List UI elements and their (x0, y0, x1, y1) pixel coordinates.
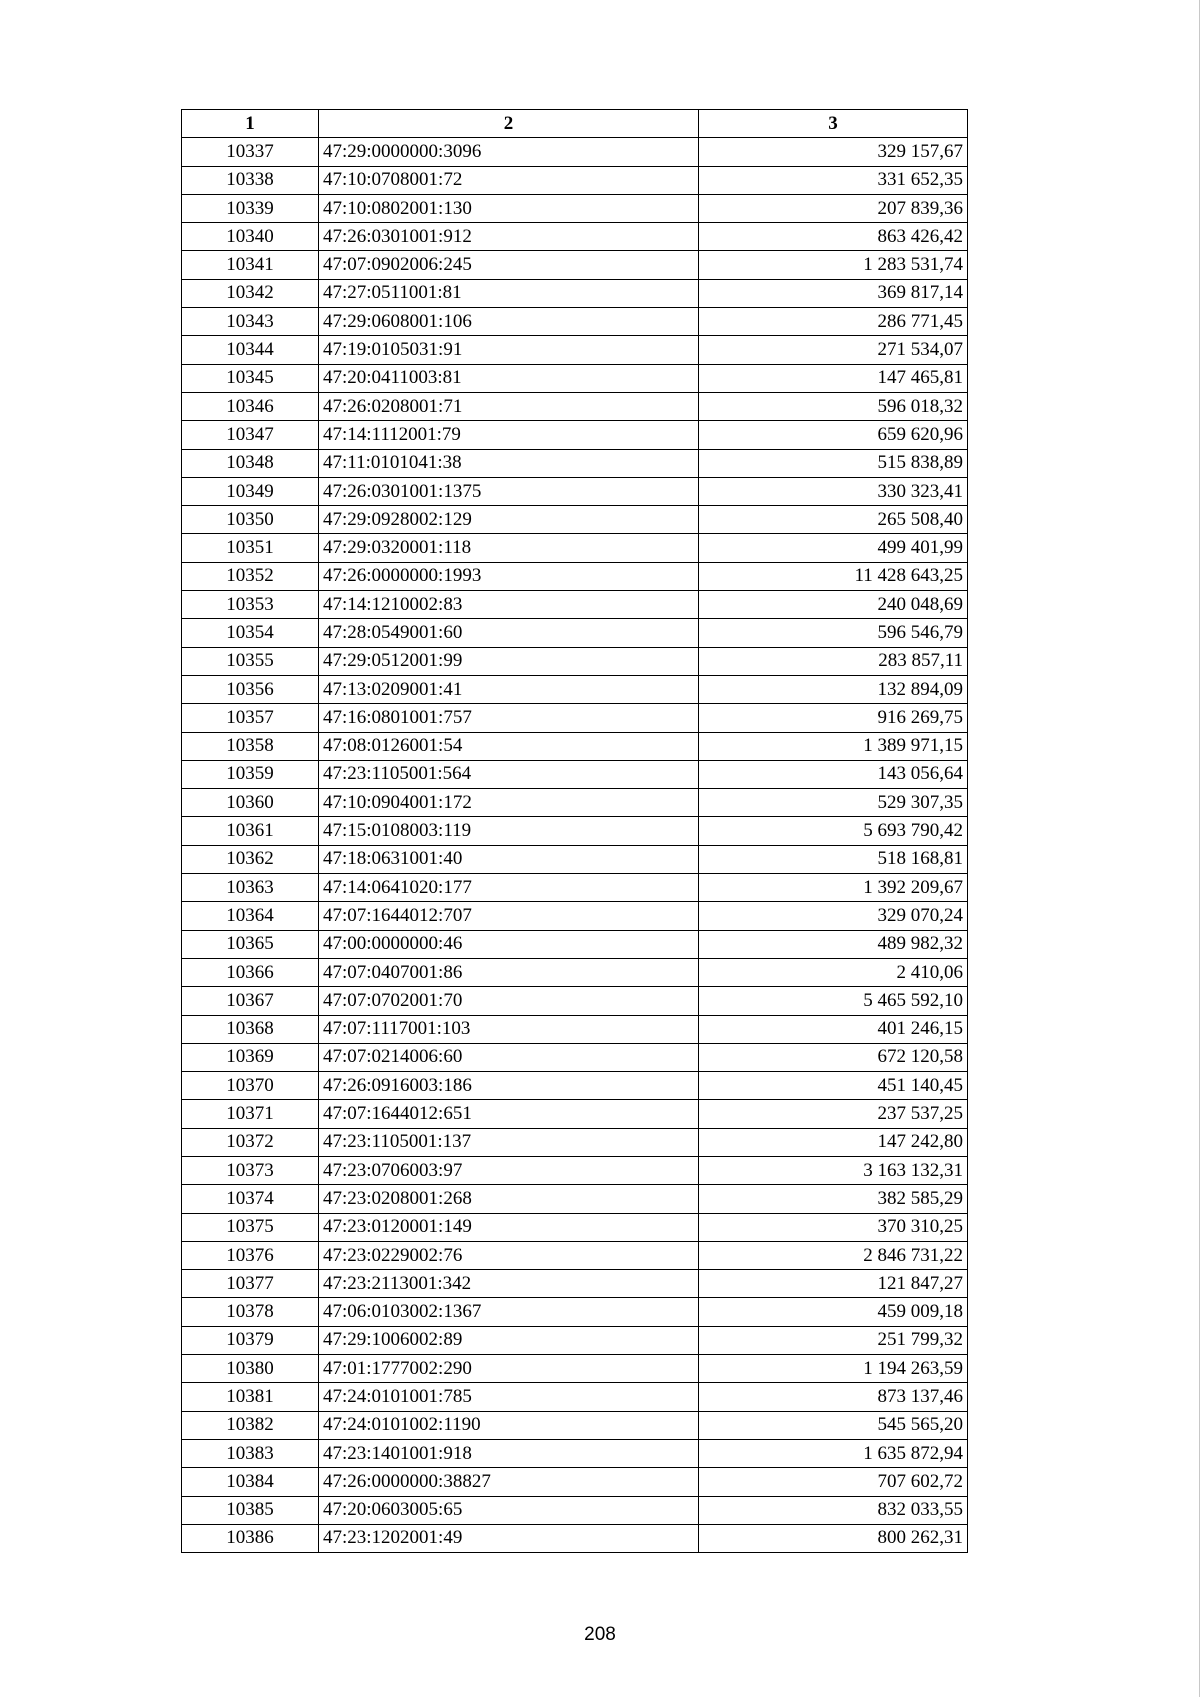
row-number-cell: 10337 (182, 138, 319, 166)
cadastral-value-cell: 147 242,80 (699, 1128, 968, 1156)
table-row (182, 1383, 968, 1411)
cadastral-value-cell: 329 070,24 (699, 902, 968, 930)
cadastral-value-cell: 143 056,64 (699, 760, 968, 788)
table-row (182, 760, 968, 788)
row-number-cell: 10380 (182, 1355, 319, 1383)
row-number-cell: 10368 (182, 1015, 319, 1043)
table-row (182, 789, 968, 817)
cadastral-number-cell: 47:13:0209001:41 (319, 675, 699, 703)
cadastral-value-cell: 659 620,96 (699, 421, 968, 449)
table-row (182, 477, 968, 505)
row-number-cell: 10381 (182, 1383, 319, 1411)
table-row (182, 1355, 968, 1383)
cadastral-number-cell: 47:14:1112001:79 (319, 421, 699, 449)
cadastral-value-cell: 515 838,89 (699, 449, 968, 477)
cadastral-number-cell: 47:07:1117001:103 (319, 1015, 699, 1043)
table-row (182, 1468, 968, 1496)
table-row (182, 1496, 968, 1524)
row-number-cell: 10348 (182, 449, 319, 477)
cadastral-value-cell: 207 839,36 (699, 194, 968, 222)
cadastral-value-table (181, 109, 968, 1553)
cadastral-number-cell: 47:29:0608001:106 (319, 308, 699, 336)
cadastral-value-cell: 251 799,32 (699, 1326, 968, 1354)
row-number-cell: 10339 (182, 194, 319, 222)
table-row (182, 1411, 968, 1439)
table-row (182, 1326, 968, 1354)
cadastral-value-cell: 147 465,81 (699, 364, 968, 392)
cadastral-value-cell: 518 168,81 (699, 845, 968, 873)
cadastral-value-cell: 240 048,69 (699, 591, 968, 619)
cadastral-number-cell: 47:15:0108003:119 (319, 817, 699, 845)
row-number-cell: 10342 (182, 279, 319, 307)
cadastral-value-cell: 596 018,32 (699, 392, 968, 420)
cadastral-value-cell: 873 137,46 (699, 1383, 968, 1411)
row-number-cell: 10344 (182, 336, 319, 364)
cadastral-value-cell: 459 009,18 (699, 1298, 968, 1326)
cadastral-number-cell: 47:29:0320001:118 (319, 534, 699, 562)
table-row (182, 1100, 968, 1128)
cadastral-number-cell: 47:29:0000000:3096 (319, 138, 699, 166)
cadastral-number-cell: 47:23:0229002:76 (319, 1241, 699, 1269)
row-number-cell: 10351 (182, 534, 319, 562)
row-number-cell: 10386 (182, 1524, 319, 1552)
row-number-cell: 10367 (182, 987, 319, 1015)
cadastral-value-cell: 237 537,25 (699, 1100, 968, 1128)
row-number-cell: 10369 (182, 1043, 319, 1071)
row-number-cell: 10375 (182, 1213, 319, 1241)
cadastral-number-cell: 47:29:0928002:129 (319, 506, 699, 534)
cadastral-value-cell: 331 652,35 (699, 166, 968, 194)
row-number-cell: 10372 (182, 1128, 319, 1156)
table-row (182, 1015, 968, 1043)
cadastral-number-cell: 47:07:1644012:707 (319, 902, 699, 930)
cadastral-value-cell: 271 534,07 (699, 336, 968, 364)
row-number-cell: 10371 (182, 1100, 319, 1128)
table-row (182, 138, 968, 166)
cadastral-number-cell: 47:20:0603005:65 (319, 1496, 699, 1524)
cadastral-number-cell: 47:23:1202001:49 (319, 1524, 699, 1552)
cadastral-number-cell: 47:10:0708001:72 (319, 166, 699, 194)
table-row (182, 1298, 968, 1326)
table-row (182, 364, 968, 392)
table-row (182, 1524, 968, 1552)
table-row (182, 619, 968, 647)
column-header-3: 3 (699, 110, 968, 138)
table-row (182, 534, 968, 562)
cadastral-value-cell: 1 283 531,74 (699, 251, 968, 279)
row-number-cell: 10355 (182, 647, 319, 675)
cadastral-value-cell: 863 426,42 (699, 223, 968, 251)
table-row (182, 308, 968, 336)
table-row (182, 1128, 968, 1156)
cadastral-number-cell: 47:26:0301001:912 (319, 223, 699, 251)
row-number-cell: 10350 (182, 506, 319, 534)
table-row (182, 1185, 968, 1213)
table-row (182, 421, 968, 449)
cadastral-number-cell: 47:27:0511001:81 (319, 279, 699, 307)
cadastral-value-cell: 672 120,58 (699, 1043, 968, 1071)
row-number-cell: 10374 (182, 1185, 319, 1213)
row-number-cell: 10385 (182, 1496, 319, 1524)
table-row (182, 591, 968, 619)
row-number-cell: 10338 (182, 166, 319, 194)
row-number-cell: 10347 (182, 421, 319, 449)
cadastral-number-cell: 47:23:0208001:268 (319, 1185, 699, 1213)
cadastral-value-cell: 5 465 592,10 (699, 987, 968, 1015)
row-number-cell: 10365 (182, 930, 319, 958)
row-number-cell: 10345 (182, 364, 319, 392)
cadastral-value-cell: 489 982,32 (699, 930, 968, 958)
cadastral-value-cell: 369 817,14 (699, 279, 968, 307)
row-number-cell: 10346 (182, 392, 319, 420)
table-row (182, 930, 968, 958)
table-row (182, 449, 968, 477)
row-number-cell: 10362 (182, 845, 319, 873)
table-row (182, 1072, 968, 1100)
table-row (182, 392, 968, 420)
cadastral-value-cell: 382 585,29 (699, 1185, 968, 1213)
table-row (182, 987, 968, 1015)
cadastral-number-cell: 47:26:0301001:1375 (319, 477, 699, 505)
cadastral-value-cell: 329 157,67 (699, 138, 968, 166)
table-row (182, 506, 968, 534)
cadastral-value-cell: 2 846 731,22 (699, 1241, 968, 1269)
cadastral-number-cell: 47:24:0101002:1190 (319, 1411, 699, 1439)
row-number-cell: 10356 (182, 675, 319, 703)
table-row (182, 958, 968, 986)
cadastral-number-cell: 47:23:1401001:918 (319, 1439, 699, 1467)
table-row (182, 1213, 968, 1241)
cadastral-number-cell: 47:00:0000000:46 (319, 930, 699, 958)
row-number-cell: 10376 (182, 1241, 319, 1269)
row-number-cell: 10361 (182, 817, 319, 845)
row-number-cell: 10341 (182, 251, 319, 279)
row-number-cell: 10373 (182, 1156, 319, 1184)
cadastral-number-cell: 47:29:1006002:89 (319, 1326, 699, 1354)
cadastral-value-cell: 283 857,11 (699, 647, 968, 675)
row-number-cell: 10383 (182, 1439, 319, 1467)
cadastral-number-cell: 47:07:0214006:60 (319, 1043, 699, 1071)
cadastral-value-cell: 1 389 971,15 (699, 732, 968, 760)
cadastral-value-cell: 800 262,31 (699, 1524, 968, 1552)
row-number-cell: 10354 (182, 619, 319, 647)
row-number-cell: 10353 (182, 591, 319, 619)
cadastral-number-cell: 47:23:0706003:97 (319, 1156, 699, 1184)
table-row (182, 647, 968, 675)
table-row (182, 251, 968, 279)
cadastral-number-cell: 47:19:0105031:91 (319, 336, 699, 364)
cadastral-number-cell: 47:29:0512001:99 (319, 647, 699, 675)
cadastral-number-cell: 47:24:0101001:785 (319, 1383, 699, 1411)
row-number-cell: 10363 (182, 874, 319, 902)
cadastral-number-cell: 47:07:0702001:70 (319, 987, 699, 1015)
column-header-1: 1 (182, 110, 319, 138)
table-row (182, 1156, 968, 1184)
row-number-cell: 10382 (182, 1411, 319, 1439)
row-number-cell: 10377 (182, 1270, 319, 1298)
table-row (182, 845, 968, 873)
table-row (182, 1439, 968, 1467)
cadastral-number-cell: 47:23:1105001:564 (319, 760, 699, 788)
cadastral-value-cell: 832 033,55 (699, 1496, 968, 1524)
cadastral-number-cell: 47:14:0641020:177 (319, 874, 699, 902)
table-row (182, 732, 968, 760)
cadastral-value-cell: 330 323,41 (699, 477, 968, 505)
cadastral-value-cell: 451 140,45 (699, 1072, 968, 1100)
cadastral-number-cell: 47:07:0407001:86 (319, 958, 699, 986)
table-row (182, 704, 968, 732)
cadastral-value-cell: 1 635 872,94 (699, 1439, 968, 1467)
table-row (182, 194, 968, 222)
row-number-cell: 10349 (182, 477, 319, 505)
cadastral-number-cell: 47:26:0000000:1993 (319, 562, 699, 590)
cadastral-number-cell: 47:18:0631001:40 (319, 845, 699, 873)
cadastral-number-cell: 47:28:0549001:60 (319, 619, 699, 647)
table-row (182, 166, 968, 194)
cadastral-value-cell: 265 508,40 (699, 506, 968, 534)
cadastral-value-cell: 132 894,09 (699, 675, 968, 703)
table-row (182, 874, 968, 902)
row-number-cell: 10359 (182, 760, 319, 788)
row-number-cell: 10358 (182, 732, 319, 760)
table-row (182, 675, 968, 703)
row-number-cell: 10384 (182, 1468, 319, 1496)
row-number-cell: 10360 (182, 789, 319, 817)
cadastral-value-cell: 707 602,72 (699, 1468, 968, 1496)
cadastral-value-cell: 499 401,99 (699, 534, 968, 562)
row-number-cell: 10340 (182, 223, 319, 251)
cadastral-number-cell: 47:01:1777002:290 (319, 1355, 699, 1383)
row-number-cell: 10370 (182, 1072, 319, 1100)
cadastral-number-cell: 47:11:0101041:38 (319, 449, 699, 477)
table-row (182, 1270, 968, 1298)
cadastral-value-cell: 596 546,79 (699, 619, 968, 647)
column-header-2: 2 (319, 110, 699, 138)
row-number-cell: 10378 (182, 1298, 319, 1326)
cadastral-value-cell: 2 410,06 (699, 958, 968, 986)
cadastral-number-cell: 47:07:0902006:245 (319, 251, 699, 279)
cadastral-number-cell: 47:23:2113001:342 (319, 1270, 699, 1298)
cadastral-number-cell: 47:26:0916003:186 (319, 1072, 699, 1100)
row-number-cell: 10352 (182, 562, 319, 590)
cadastral-number-cell: 47:14:1210002:83 (319, 591, 699, 619)
table-row (182, 336, 968, 364)
row-number-cell: 10343 (182, 308, 319, 336)
cadastral-number-cell: 47:20:0411003:81 (319, 364, 699, 392)
cadastral-value-cell: 11 428 643,25 (699, 562, 968, 590)
row-number-cell: 10379 (182, 1326, 319, 1354)
cadastral-value-cell: 121 847,27 (699, 1270, 968, 1298)
cadastral-number-cell: 47:23:1105001:137 (319, 1128, 699, 1156)
table-body (182, 138, 968, 1553)
table-row (182, 562, 968, 590)
cadastral-number-cell: 47:16:0801001:757 (319, 704, 699, 732)
table-row (182, 1043, 968, 1071)
row-number-cell: 10364 (182, 902, 319, 930)
cadastral-value-cell: 529 307,35 (699, 789, 968, 817)
table-row (182, 1241, 968, 1269)
cadastral-number-cell: 47:26:0208001:71 (319, 392, 699, 420)
cadastral-number-cell: 47:08:0126001:54 (319, 732, 699, 760)
row-number-cell: 10366 (182, 958, 319, 986)
cadastral-number-cell: 47:10:0802001:130 (319, 194, 699, 222)
cadastral-value-cell: 3 163 132,31 (699, 1156, 968, 1184)
cadastral-value-cell: 5 693 790,42 (699, 817, 968, 845)
cadastral-number-cell: 47:10:0904001:172 (319, 789, 699, 817)
cadastral-value-cell: 916 269,75 (699, 704, 968, 732)
cadastral-value-cell: 401 246,15 (699, 1015, 968, 1043)
cadastral-value-cell: 545 565,20 (699, 1411, 968, 1439)
table-row (182, 279, 968, 307)
row-number-cell: 10357 (182, 704, 319, 732)
cadastral-value-cell: 1 194 263,59 (699, 1355, 968, 1383)
table-row (182, 223, 968, 251)
cadastral-number-cell: 47:26:0000000:38827 (319, 1468, 699, 1496)
table-row (182, 902, 968, 930)
cadastral-number-cell: 47:06:0103002:1367 (319, 1298, 699, 1326)
table-row (182, 817, 968, 845)
cadastral-number-cell: 47:07:1644012:651 (319, 1100, 699, 1128)
header-row (182, 110, 968, 138)
cadastral-value-cell: 1 392 209,67 (699, 874, 968, 902)
cadastral-value-cell: 286 771,45 (699, 308, 968, 336)
page-number: 208 (584, 1624, 616, 1645)
cadastral-value-cell: 370 310,25 (699, 1213, 968, 1241)
cadastral-number-cell: 47:23:0120001:149 (319, 1213, 699, 1241)
